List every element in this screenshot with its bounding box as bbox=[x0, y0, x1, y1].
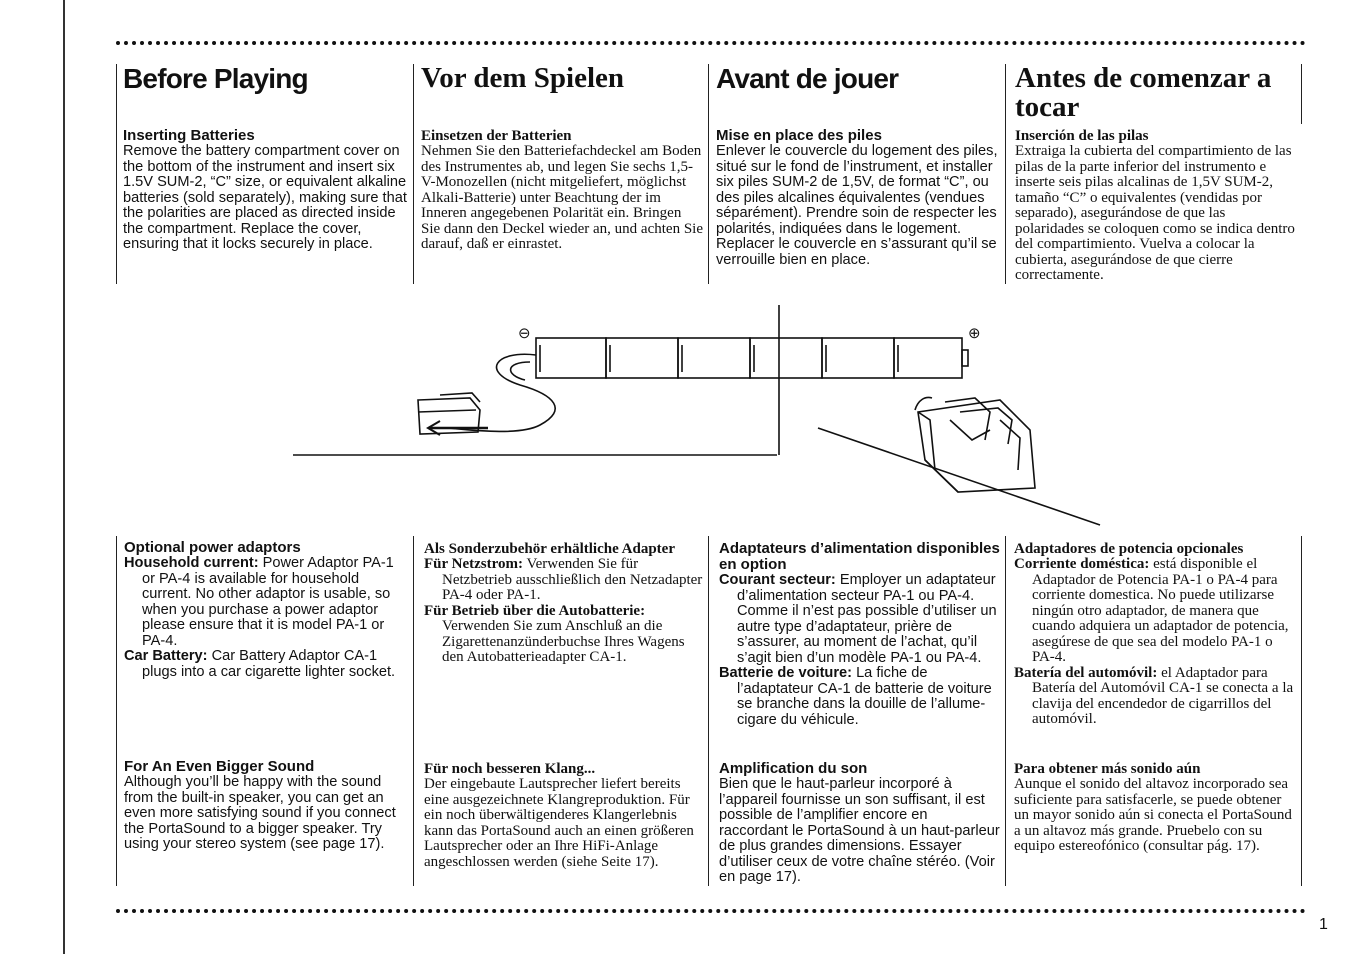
column-divider bbox=[1301, 64, 1302, 124]
negative-terminal-icon: ⊖ bbox=[518, 325, 531, 342]
german-sound-section bbox=[424, 761, 704, 870]
battery-heading-english: Inserting Batteries bbox=[123, 127, 255, 144]
binding-edge-line bbox=[63, 0, 65, 954]
french-battery-section bbox=[716, 64, 998, 268]
column-divider bbox=[1005, 536, 1006, 886]
column-divider bbox=[116, 64, 117, 284]
german-adaptor-section bbox=[424, 541, 704, 666]
spanish-sound-section bbox=[1014, 761, 1298, 855]
column-divider bbox=[1005, 64, 1006, 284]
car-battery-english: Car Battery: Car Battery Adaptor CA-1 plugs into a car cigarette lighter socket. bbox=[124, 648, 396, 680]
sound-heading-french: Amplification du son bbox=[719, 760, 868, 777]
sound-text-french: Bien que le haut-parleur incorporé à l’appareil fournisse un son suffisant, il est possible de l’amplifier encore en raccordant le PortaSound à un haut-parleur de plus grandes dimensions. Essayer d’utiliser ceux de votre chaîne stéréo. (Voir en page 17). bbox=[719, 776, 1000, 885]
page-title-spanish: Antes de comenzar a tocar bbox=[1015, 62, 1272, 123]
household-current-german: Für Netzstrom: Verwenden Sie für Netzbetrieb ausschließlich den Netzadapter PA-4 oder PA-1. bbox=[424, 556, 703, 603]
column-divider bbox=[413, 64, 414, 284]
battery-heading-german: Einsetzen der Batterien bbox=[421, 128, 572, 144]
english-battery-section bbox=[123, 64, 408, 253]
battery-heading-french: Mise en place des piles bbox=[716, 127, 882, 144]
battery-text-english: Remove the battery compartment cover on the bottom of the instrument and insert six 1.5V SUM-2, “C” size, or equivalent alkaline batteries (sold separately), making sure that the polarities are placed as directed inside the compartment. Replace the cover, ensuring that it locks securely in place. bbox=[123, 143, 407, 252]
battery-text-french: Enlever le couvercle du logement des piles, situé sur le fond de l’instrument, et installer six piles SUM-2 de 1,5V, de format “C”, ou des piles alcalines équivalentes (vendues séparément). Prendre soin de respecter les polarités, indiquées dans le logement. Replacer le couvercle en s’assurant qu’il se verrouille bien en place. bbox=[716, 143, 998, 268]
page-title-german: Vor dem Spielen bbox=[421, 62, 625, 94]
spanish-battery-section bbox=[1015, 64, 1295, 284]
page-number: 1 bbox=[1319, 916, 1328, 933]
column-divider bbox=[708, 536, 709, 886]
english-adaptor-section bbox=[124, 540, 408, 680]
page-title-french: Avant de jouer bbox=[716, 63, 899, 94]
column-divider bbox=[116, 536, 117, 886]
bottom-dotted-rule bbox=[116, 909, 1306, 913]
english-sound-section bbox=[124, 759, 408, 853]
adaptor-heading-german: Als Sonderzubehör erhältliche Adapter bbox=[424, 541, 675, 557]
top-dotted-rule bbox=[116, 41, 1306, 45]
household-current-english: Household current: Power Adaptor PA-1 or PA-4 is available for household current. No other adaptor is usable, so when you purchase a power adaptor please ensure that it is model PA-1 or PA-4. bbox=[124, 555, 394, 649]
car-battery-french: Batterie de voiture: La fiche de l’adaptateur CA-1 de batterie de voiture se branche dans la douille de l’allume-cigare du véhicule. bbox=[719, 665, 992, 728]
household-current-spanish: Corriente doméstica: está disponible el Adaptador de Potencia PA-1 o PA-4 para corriente domestica. No puede utilizarse ningún otro adaptador, de manera que cuando adquiera un adaptador de potencia, asegúrese de que sea del modelo PA-1 o PA-4. bbox=[1014, 556, 1289, 665]
car-battery-spanish: Batería del automóvil: el Adaptador para Batería del Automóvil CA-1 se conecta a la clavija del encendedor de cigarrillos del automóvil. bbox=[1014, 664, 1294, 727]
adaptor-heading-spanish: Adaptadores de potencia opcionales bbox=[1014, 541, 1244, 557]
sound-heading-english: For An Even Bigger Sound bbox=[124, 758, 315, 775]
column-divider bbox=[708, 64, 709, 284]
german-battery-section bbox=[421, 64, 703, 253]
battery-text-german: Nehmen Sie den Batteriefachdeckel am Boden des Instrumentes ab, und legen Sie sechs 1,5-V-Monozellen (nicht mitgeliefert, möglichst Alkali-Batterie) unter Beachtung der im Inneren angegebenen Polarität ein. Bringen Sie dann den Deckel wieder an, und achten Sie darauf, daß er einrastet. bbox=[421, 143, 703, 252]
household-current-french: Courant secteur: Employer un adaptateur d’alimentation secteur PA-1 ou PA-4. Comme il n’est pas possible d’utiliser un autre type d’adaptateur, prière de s’assurer, au moment de l’achat, qu’il s’agit bien d’un modèle PA-1 ou PA-4. bbox=[719, 572, 997, 666]
spanish-adaptor-section bbox=[1014, 541, 1298, 728]
column-divider bbox=[413, 536, 414, 886]
positive-terminal-icon: ⊕ bbox=[968, 325, 981, 342]
column-divider bbox=[1301, 536, 1302, 886]
sound-text-english: Although you’ll be happy with the sound from the built-in speaker, you can get an even more satisfying sound if you connect the PortaSound to a bigger speaker. Try using your stereo system (see page 17). bbox=[124, 774, 396, 852]
car-battery-german: Für Betrieb über die Autobatterie: Verwenden Sie zum Anschluß an die Zigarettenanzünderbuchse Ihres Wagens den Autobatterieadapter CA-1. bbox=[424, 602, 685, 665]
battery-text-spanish: Extraiga la cubierta del compartimiento de las pilas de la parte inferior del instrumento e inserte seis pilas alcalinas de 1,5V SUM-2, tamaño “C” o equivalentes (vendidas por separado), asegurándose de que las polaridades se coloquen como se indica dentro del compartimiento. Vuelva a colocar la cubierta, asegurándose de que cierre correctamente. bbox=[1015, 143, 1295, 283]
french-adaptor-section bbox=[719, 541, 1000, 728]
page-title-english: Before Playing bbox=[123, 63, 308, 94]
adaptor-heading-english: Optional power adaptors bbox=[124, 539, 301, 556]
sound-heading-spanish: Para obtener más sonido aún bbox=[1014, 761, 1201, 777]
sound-text-german: Der eingebaute Lautsprecher liefert bereits eine ausgezeichnete Klangreproduktion. Für ein noch überwältigenderes Klangerlebnis kann das PortaSound auch an einen größeren Lautsprecher oder an Ihre HiFi-Anlage angeschlossen werden (siehe Seite 17). bbox=[424, 776, 694, 870]
sound-heading-german: Für noch besseren Klang... bbox=[424, 761, 596, 777]
battery-heading-spanish: Inserción de las pilas bbox=[1015, 128, 1149, 144]
french-sound-section bbox=[719, 761, 1000, 886]
adaptor-heading-french: Adaptateurs d’alimentation disponibles en option bbox=[719, 540, 1000, 573]
sound-text-spanish: Aunque el sonido del altavoz incorporado sea suficiente para satisfacerle, se puede obtener un mayor sonido aún si conecta el PortaSound a un altavoz más grande. Pruebelo con su equipo estereofónico (consultar pág. 17). bbox=[1014, 776, 1292, 854]
